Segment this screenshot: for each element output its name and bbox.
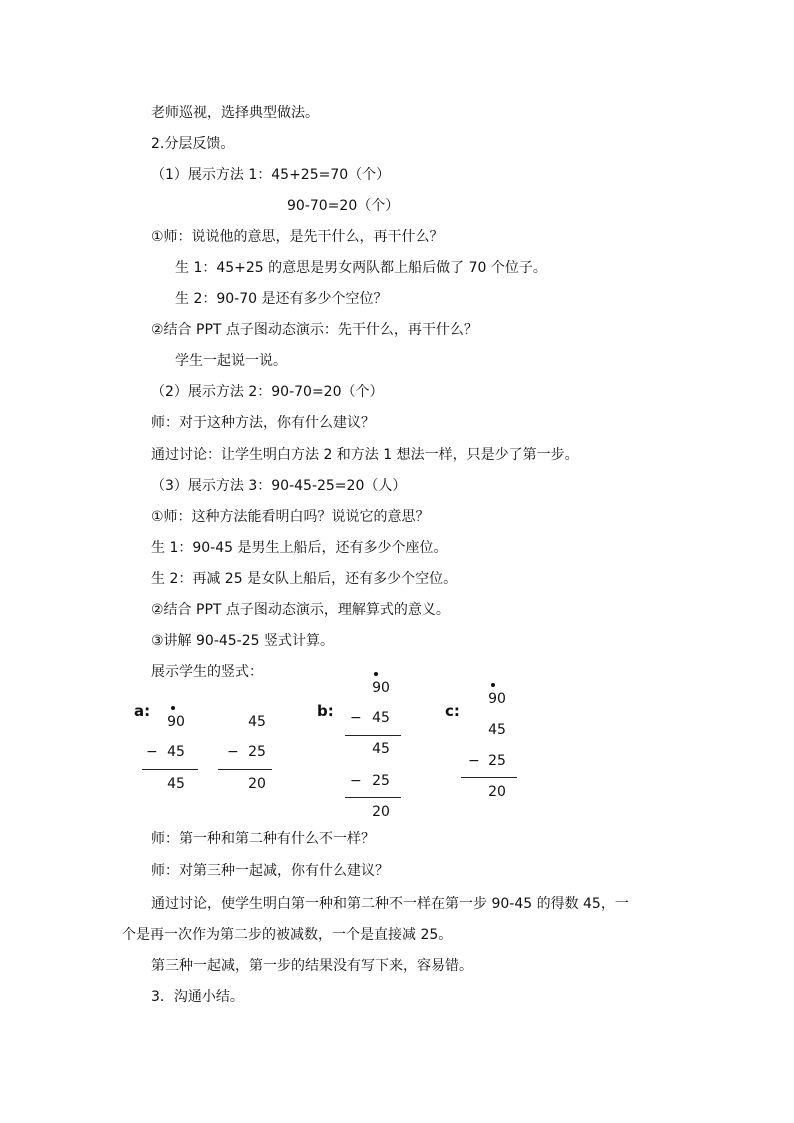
text-line: 个是再一次作为第二步的被减数，一个是直接减 25。 xyxy=(122,927,453,943)
text-line: ②结合 PPT 点子图动态演示：先干什么，再干什么？ xyxy=(151,322,478,338)
text-line: 生 2：90-70 是还有多少个空位？ xyxy=(175,291,388,307)
text-line: 师：对于这种方法，你有什么建议？ xyxy=(151,415,375,431)
calc-number: 45 xyxy=(248,714,266,730)
text-line: 生 2：再减 25 是女队上船后，还有多少个空位。 xyxy=(151,571,458,587)
calc-number: 25 xyxy=(372,773,390,789)
text-line: 第三种一起减，第一步的结果没有写下来，容易错。 xyxy=(151,958,473,974)
calc-rule xyxy=(345,797,401,798)
borrow-dot xyxy=(491,683,495,687)
text-line: 生 1：90-45 是男生上船后，还有多少个座位。 xyxy=(151,540,448,556)
calc-number: 45 xyxy=(372,710,390,726)
calc-number: 20 xyxy=(372,804,390,820)
section-heading: 3．沟通小结。 xyxy=(151,989,244,1005)
text-line: 生 1：45+25 的意思是男女两队都上船后做了 70 个位子。 xyxy=(175,260,547,276)
method-heading: （3）展示方法 3：90-45-25=20（人） xyxy=(151,478,407,494)
text-line: 展示学生的竖式： xyxy=(151,664,263,680)
calc-number: 90 xyxy=(167,714,185,730)
text-line: ①师：这种方法能看明白吗？说说它的意思？ xyxy=(151,509,430,525)
calc-number: 20 xyxy=(488,784,506,800)
calc-number: 25 xyxy=(488,753,506,769)
method-heading: （2）展示方法 2：90-70=20（个） xyxy=(151,384,384,400)
text-line: 通过讨论，使学生明白第一种和第二种不一样在第一步 90-45 的得数 45，一 xyxy=(151,896,629,912)
text-line: ②结合 PPT 点子图动态演示，理解算式的意义。 xyxy=(151,602,450,618)
text-line: 90-70=20（个） xyxy=(287,198,400,214)
calc-number: 90 xyxy=(372,680,390,696)
text-line: ③讲解 90-45-25 竖式计算。 xyxy=(151,633,334,649)
calc-number: 45 xyxy=(372,741,390,757)
text-line: 通过讨论：让学生明白方法 2 和方法 1 想法一样，只是少了第一步。 xyxy=(151,447,579,463)
minus-sign: − xyxy=(468,753,480,769)
method-heading: （1）展示方法 1：45+25=70（个） xyxy=(151,167,391,183)
calc-rule xyxy=(142,769,198,770)
calc-number: 45 xyxy=(488,722,506,738)
text-line: 师：对第三种一起减，你有什么建议？ xyxy=(151,863,389,879)
calc-label: a: xyxy=(134,702,151,720)
calc-rule xyxy=(461,777,517,778)
calc-rule xyxy=(345,735,401,736)
text-line: 老师巡视，选择典型做法。 xyxy=(151,105,319,121)
calc-number: 90 xyxy=(488,691,506,707)
minus-sign: − xyxy=(350,773,362,789)
calc-number: 45 xyxy=(167,744,185,760)
text-line: 师：第一种和第二种有什么不一样？ xyxy=(151,831,375,847)
calc-number: 25 xyxy=(248,744,266,760)
minus-sign: − xyxy=(227,744,239,760)
calc-number: 45 xyxy=(167,776,185,792)
calc-rule xyxy=(218,769,272,770)
calc-number: 20 xyxy=(248,776,266,792)
text-line: 学生一起说一说。 xyxy=(175,353,287,369)
section-heading: 2.分层反馈。 xyxy=(151,136,235,152)
calc-label: b: xyxy=(317,702,334,720)
calc-label: c: xyxy=(445,702,460,720)
text-line: ①师：说说他的意思，是先干什么，再干什么？ xyxy=(151,229,444,245)
borrow-dot xyxy=(374,672,378,676)
borrow-dot xyxy=(171,706,175,710)
minus-sign: − xyxy=(146,744,158,760)
minus-sign: − xyxy=(350,710,362,726)
